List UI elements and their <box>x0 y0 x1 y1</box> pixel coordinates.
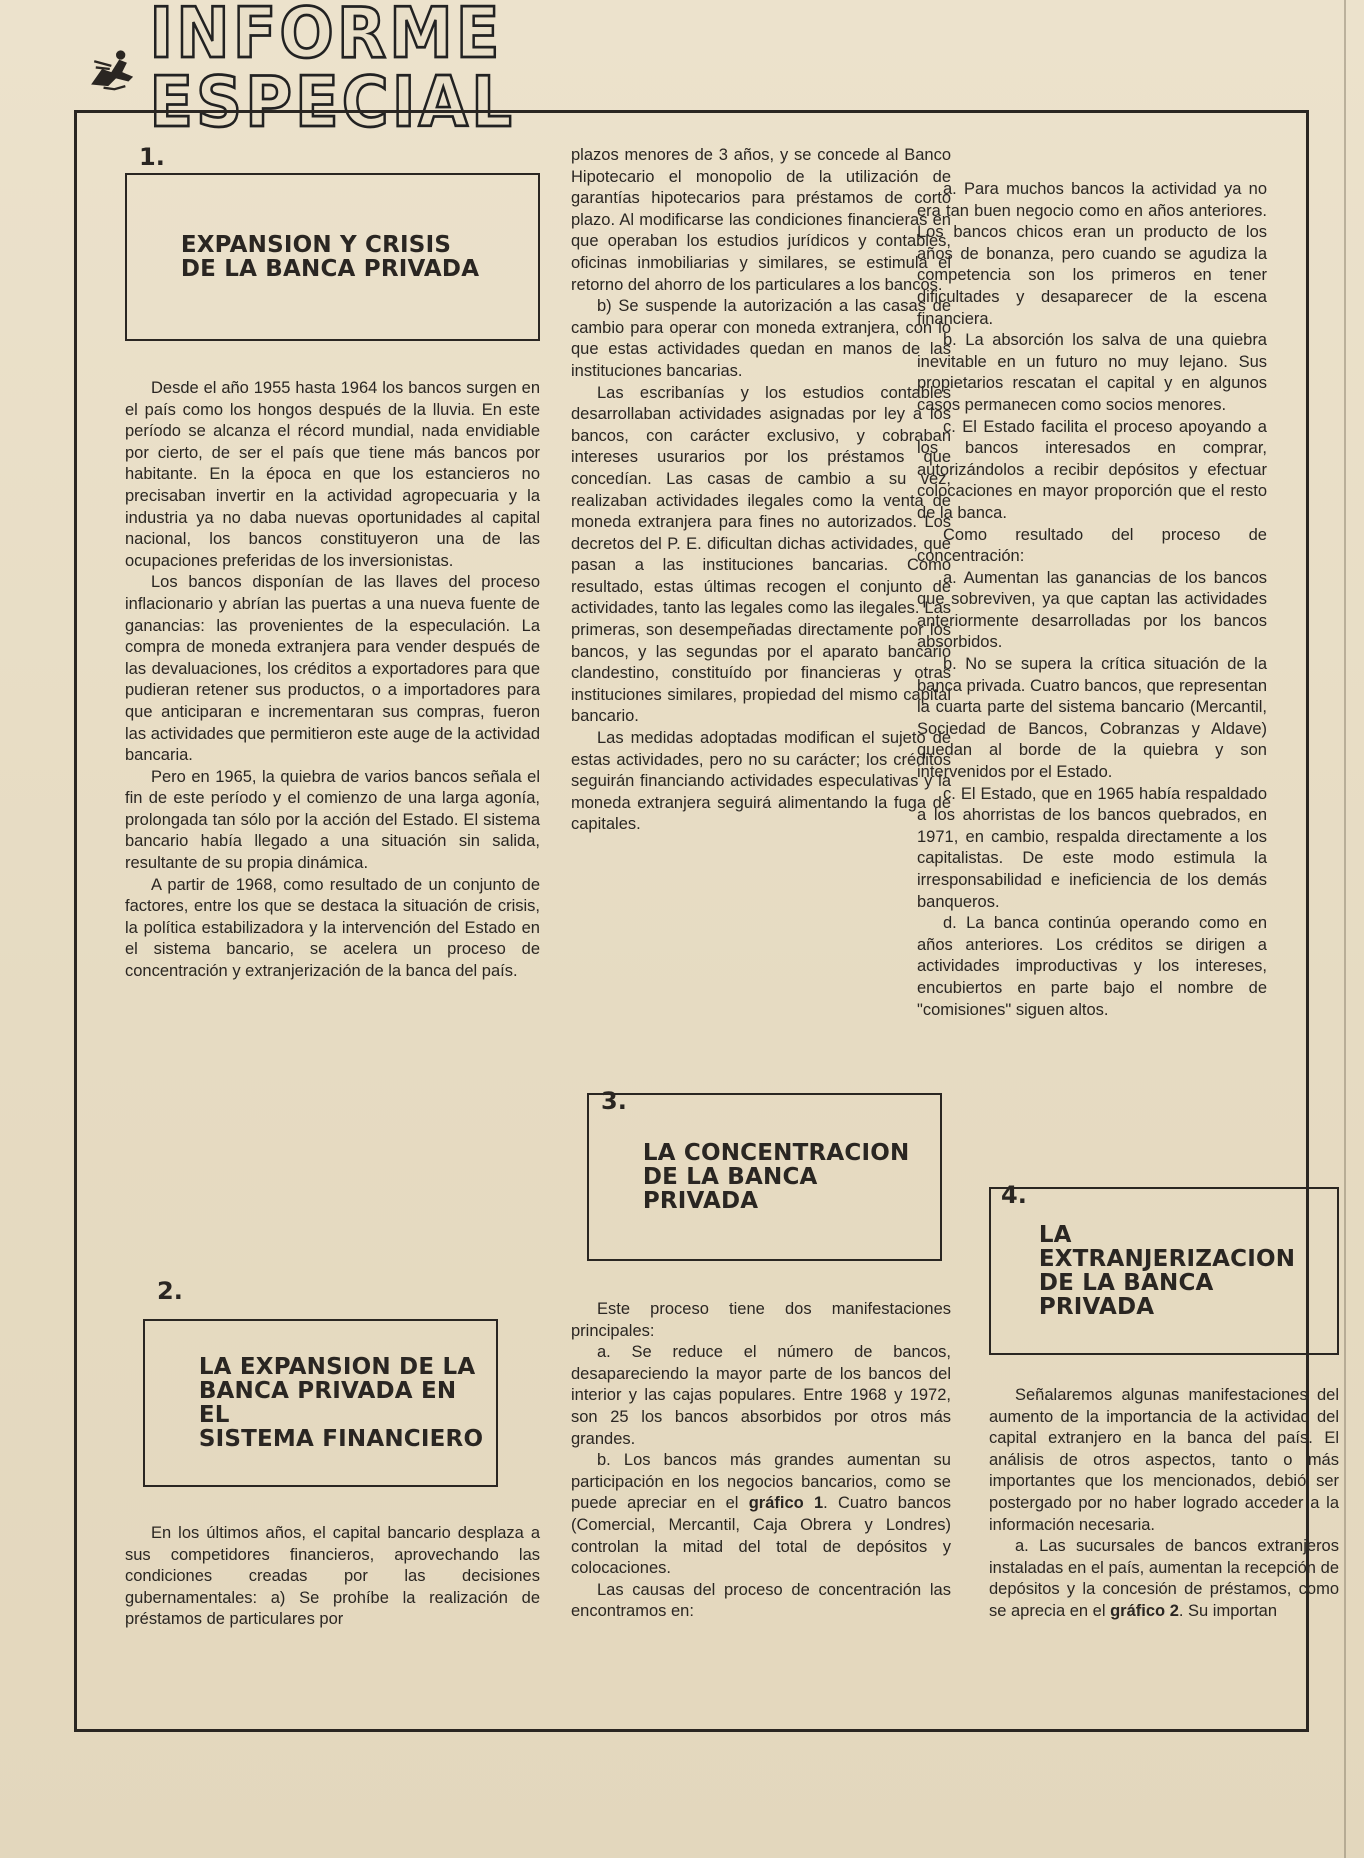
col2-paragraph-2: b) Se suspende la autorización a las casas de cambio para operar con moneda extranjera, con lo que estas actividades quedan en manos de las instituciones bancarias. <box>571 297 951 380</box>
col3-paragraph-4: Como resultado del proceso de concentración: <box>917 525 1267 566</box>
section-1-continued <box>571 145 951 836</box>
col2-paragraph-3: Las escribanías y los estudios contables desarrollaban actividades asignadas por ley a los bancos, con carácter exclusivo, y cobraban intereses usurarios por los préstamos que concedían. Las casas de cambio a su vez, realizaban actividades ilegales como la venta de moneda extranjera para fines no autorizados. Los decretos del P. E. dificultan dichas actividades, que pasan a las instituciones bancarias. Como resultado, estas últimas recogen el conjunto de actividades, tanto las legales como las ilegales. Las primeras, son desempeñadas directamente por los bancos, y las segundas por el aparato bancario clandestino, constituído por financieras y otras instituciones similares, propiedad del mismo capital bancario. <box>571 383 951 726</box>
grafico-2-ref: gráfico 2 <box>1110 1601 1179 1620</box>
col2-paragraph-6: a. Se reduce el número de bancos, desapareciendo la mayor parte de los bancos del interior y las cajas populares. Entre 1968 y 1972, son 25 los bancos absorbidos por otros más grandes. <box>571 1343 951 1448</box>
section-4-number: 4. <box>1001 1181 1027 1209</box>
section-1-number: 1. <box>139 143 165 171</box>
col3-paragraph-7: c. El Estado, que en 1965 había respaldado a los ahorristas de los bancos quebrados, en 1971, en cambio, respalda directamente a los capitalistas. De este modo estimula la irresponsabilidad e ineficiencia de los demás banqueros. <box>917 784 1267 911</box>
article-frame <box>74 110 1339 1732</box>
section-2-title: LA EXPANSION DE LA BANCA PRIVADA EN EL SISTEMA FINANCIERO <box>198 1354 484 1452</box>
page-binding-edge <box>1344 0 1346 1858</box>
col3-paragraph-5: a. Aumentan las ganancias de los bancos que sobreviven, ya que captan las actividades anteriormente desarrolladas por los bancos absorbidos. <box>917 568 1267 652</box>
section-2-body <box>125 1523 540 1631</box>
section-1-title: EXPANSION Y CRISIS DE LA BANCA PRIVADA <box>180 232 480 282</box>
col1-paragraph-2: Los bancos disponían de las llaves del proceso inflacionario y abrían las puertas a una nueva fuente de ganancias: las provenientes de la especulación. La compra de moneda extranjera para vender después de las devaluaciones, los créditos a exportadores para que pudieran retener sus productos, o a importadores para que anticiparan e incrementaran sus compras, fueron las actividades que permitieron este auge de la actividad bancaria. <box>125 573 540 765</box>
col3-paragraph-8: d. La banca continúa operando como en años anteriores. Los créditos se dirigen a actividades improductivas y los intereses, encubiertos en parte bajo el nombre de "comisiones" siguen altos. <box>917 914 1267 1019</box>
section-4-title: LA EXTRANJERIZACION DE LA BANCA PRIVADA <box>1038 1222 1296 1320</box>
section-3-number: 3. <box>601 1087 627 1115</box>
col1-paragraph-5: En los últimos años, el capital bancario desplaza a sus competidores financieros, aprovechando las condiciones creadas por las decisiones gubernamentales: a) Se prohíbe la realización de préstamos de particulares por <box>125 1524 540 1629</box>
col1-paragraph-4: A partir de 1968, como resultado de un conjunto de factores, entre los que se destaca la situación de crisis, la política estabilizadora y la intervención del Estado en el sistema bancario, se acelera un proceso de concentración y extranjerización de la banca del país. <box>125 875 540 981</box>
col2-paragraph-5: Este proceso tiene dos manifestaciones principales: <box>571 1300 951 1340</box>
rider-emblem-icon <box>88 39 139 99</box>
col2-paragraph-4: Las medidas adoptadas modifican el sujeto de estas actividades, pero no su carácter; los créditos seguirán financiando actividades especulativas y la moneda extranjera seguirá alimentando la fuga de capitales. <box>571 729 951 834</box>
section-3-title: LA CONCENTRACION DE LA BANCA PRIVADA <box>642 1140 910 1214</box>
masthead <box>88 0 728 144</box>
col3-paragraph-3: c. El Estado facilita el proceso apoyando a los bancos interesados en comprar, autorizándolos a recibir depósitos y efectuar colocaciones en mayor proporción que el resto de la banca. <box>917 417 1267 522</box>
section-2-number: 2. <box>157 1277 183 1305</box>
col3-paragraph-10: a. Las sucursales de bancos extranjeros instaladas en el país, aumentan la recepción de depósitos y la concesión de préstamos, como se aprecia en el gráfico 2. Su importan <box>989 1537 1339 1620</box>
col3-paragraph-1: a. Para muchos bancos la actividad ya no era tan buen negocio como en años anteriores. Los bancos chicos eran un producto de los años de bonanza, pero cuando se agudiza la competencia son los primeros en tener dificultades y desaparecer de la escena financiera. <box>917 180 1267 328</box>
col3-paragraph-2: b. La absorción los salva de una quiebra inevitable en un futuro no muy lejano. Sus propietarios rescatan el capital y en algunos casos permanecen como socios menores. <box>917 331 1267 414</box>
section-1-heading-box <box>125 143 540 341</box>
col2-paragraph-1: plazos menores de 3 años, y se concede al Banco Hipotecario el monopolio de la utilización de garantías hipotecarios para préstamos de corto plazo. Al modificarse las condiciones financieras en que operaban los estudios jurídicos y contables, oficinas inmobiliarias y similares, se estimula el retorno del ahorro de los particulares a los bancos. <box>571 146 951 294</box>
col1-paragraph-3: Pero en 1965, la quiebra de varios bancos señala el fin de este período y el comienzo de una larga agonía, prolongada tan sólo por la acción del Estado. El sistema bancario había llegado a una situación sin salida, resultante de su propia dinámica. <box>125 767 540 873</box>
section-4-heading-box <box>989 1181 1339 1355</box>
masthead-title: INFORME ESPECIAL <box>149 0 515 144</box>
col2-paragraph-8: Las causas del proceso de concentración las encontramos en: <box>571 1580 951 1621</box>
section-1-body <box>125 378 540 983</box>
section-4-body <box>989 1385 1339 1623</box>
col3-paragraph-9: Señalaremos algunas manifestaciones del aumento de la importancia de la actividad del capital extranjero en la banca del país. El análisis de otros aspectos, tanto o más importantes que los mencionados, debió ser postergado por no haber logrado acceder a la información necesaria. <box>989 1386 1339 1534</box>
col2-paragraph-7: b. Los bancos más grandes aumentan su participación en los negocios bancarios, como se puede apreciar en el gráfico 1. Cuatro bancos (Comercial, Mercantil, Caja Obrera y Londres) controlan la mitad del total de depósitos y colocaciones. <box>571 1451 951 1578</box>
grafico-1-ref: gráfico 1 <box>748 1494 824 1513</box>
section-3-heading-box <box>587 1087 942 1261</box>
section-3-continued <box>917 179 1267 1021</box>
col1-paragraph-1: Desde el año 1955 hasta 1964 los bancos surgen en el país como los hongos después de la lluvia. En este período se alcanza el récord mundial, nada envidiable por cierto, de ser el país que tiene más bancos por habitante. En la época en que los estancieros no precisaban invertir en la actividad agropecuaria y la industria ya no daba nuevas oportunidades al capital nacional, los bancos constituyeron una de las ocupaciones preferidas de los inversionistas. <box>125 379 540 570</box>
section-3-body <box>571 1299 951 1623</box>
col3-paragraph-6: b. No se supera la crítica situación de la banca privada. Cuatro bancos, que representan la cuarta parte del sistema bancario (Mercantil, Sociedad de Bancos, Cobranzas y Aldave) quedan al borde de la quiebra y son intervenidos por el Estado. <box>917 655 1267 782</box>
section-2-heading-box <box>143 1277 498 1487</box>
